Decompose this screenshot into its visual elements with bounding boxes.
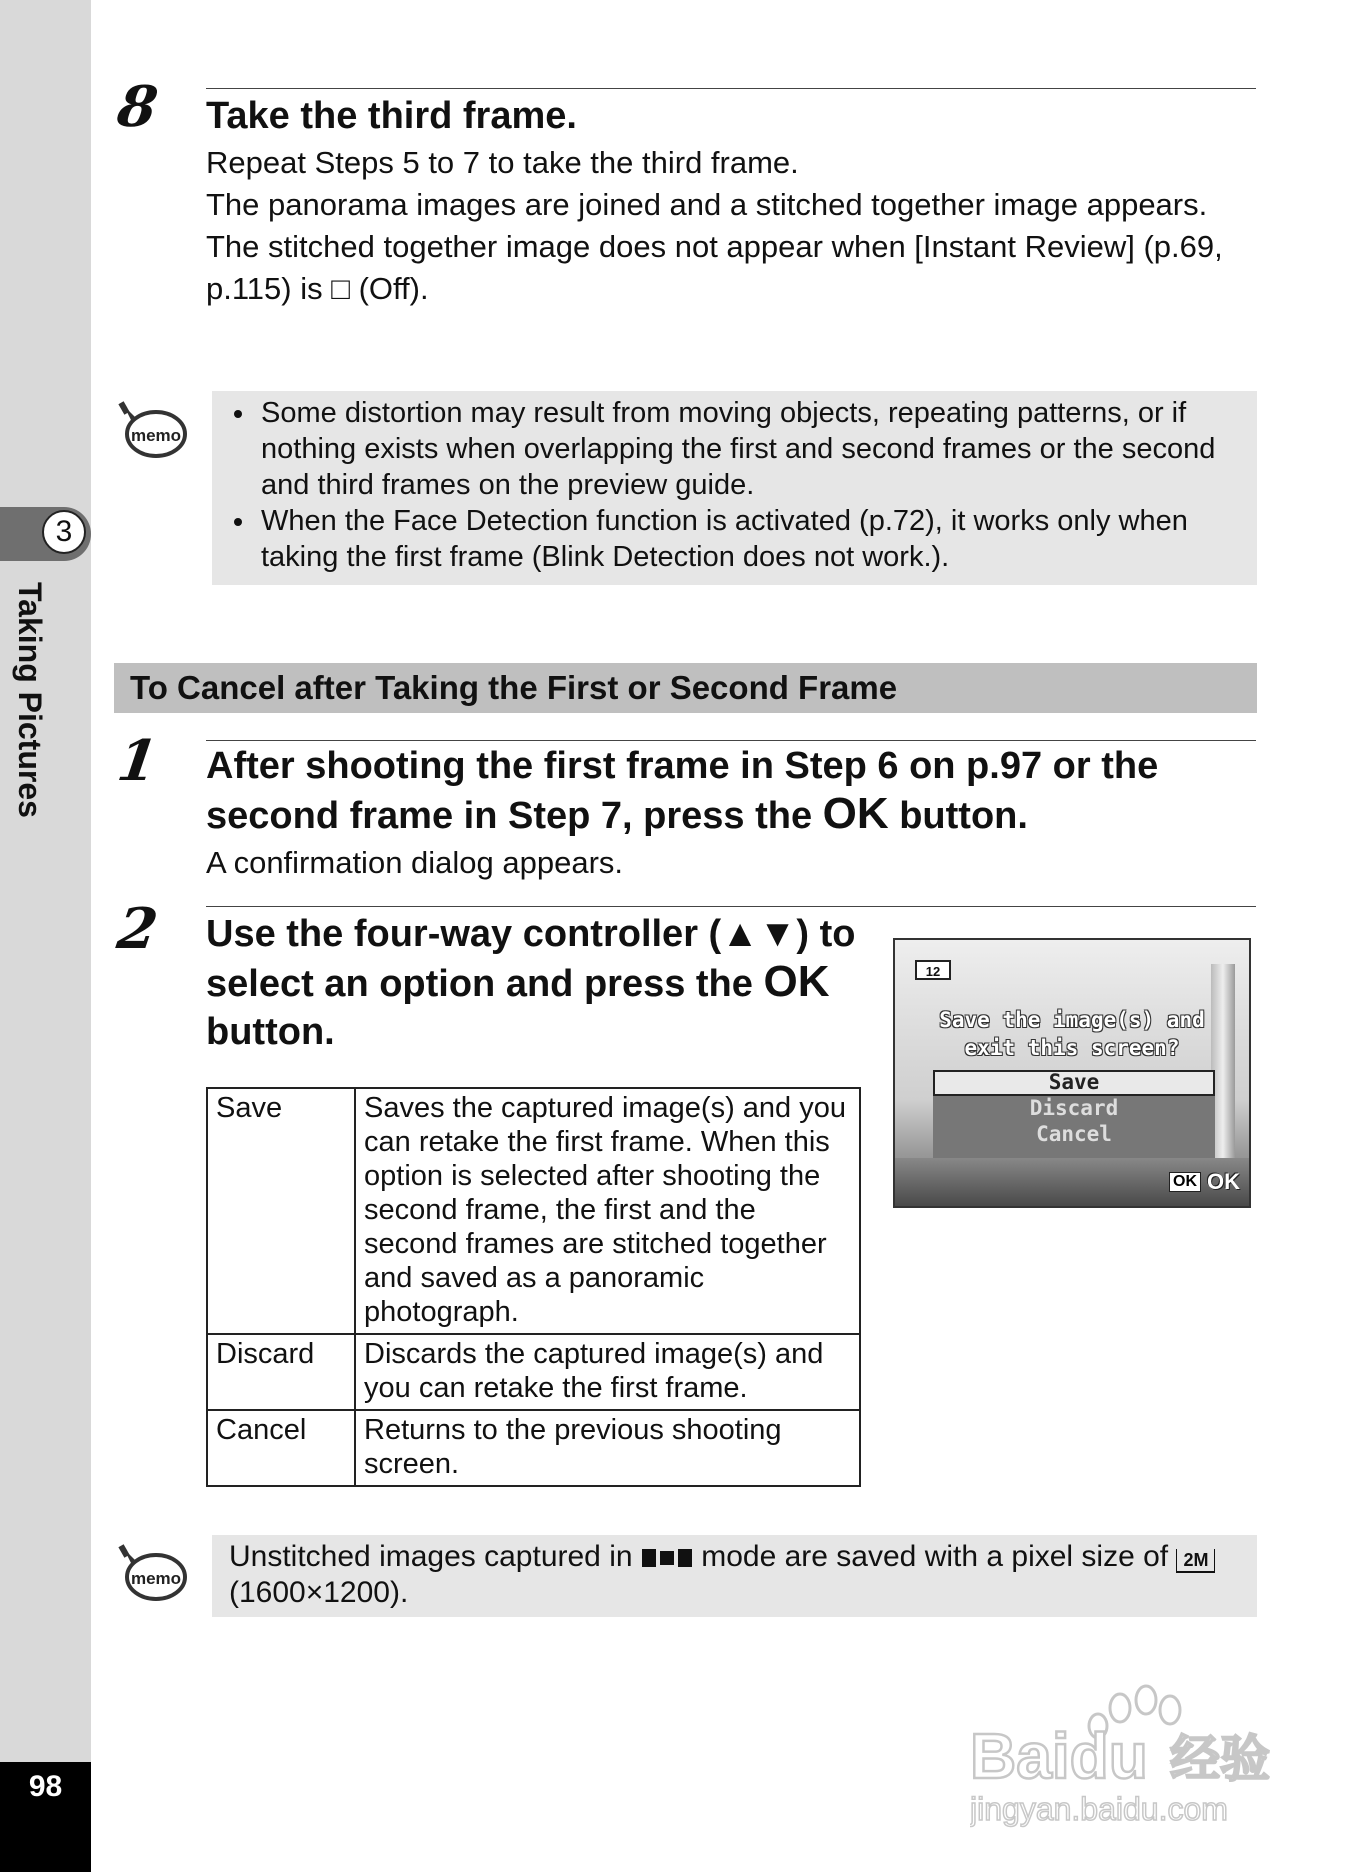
baidu-watermark <box>970 1668 1280 1828</box>
ok-button-icon: OK <box>822 789 889 838</box>
step-8-rule <box>206 88 1256 89</box>
step-8-number: 8 <box>113 74 162 140</box>
screen-menu-save[interactable]: Save <box>1048 1070 1100 1094</box>
memo-2-text-c: (1600×1200). <box>229 1576 409 1609</box>
memo-list-1 <box>212 395 1257 575</box>
screen-prompt-line-1: Save the image(s) and <box>939 1008 1205 1032</box>
memo-icon-label: memo <box>130 1569 182 1588</box>
page-number: 98 <box>28 1770 63 1803</box>
memo-icon <box>118 1543 188 1603</box>
step-1-desc: A confirmation dialog appears. <box>206 845 624 880</box>
step-2-rule <box>206 906 1256 907</box>
memo-icon <box>118 400 188 460</box>
table-row <box>207 1410 860 1486</box>
option-key: Cancel <box>207 1410 355 1486</box>
step-8-line-3b: (Off). <box>349 271 429 306</box>
memo-icon-label: memo <box>130 426 182 445</box>
options-table <box>206 1087 861 1487</box>
table-row <box>207 1334 860 1410</box>
watermark-brand: Baidu <box>970 1720 1148 1792</box>
step-2-title <box>206 910 866 1056</box>
camera-screen <box>893 938 1251 1208</box>
option-desc: Discards the captured image(s) and you can retake the first frame. <box>355 1334 860 1410</box>
memo-box-2 <box>212 1535 1257 1617</box>
step-8-title: Take the third frame. <box>206 95 577 137</box>
ok-button-icon: OK <box>763 957 830 1006</box>
option-key: Save <box>207 1088 355 1334</box>
option-desc: Returns to the previous shooting screen. <box>355 1410 860 1486</box>
table-row <box>207 1088 860 1334</box>
pixel-size-2m-icon: 2M <box>1176 1549 1215 1573</box>
step-1-title <box>206 742 1256 840</box>
screen-menu-cancel[interactable]: Cancel <box>1036 1122 1112 1146</box>
chapter-sidebar <box>0 0 91 1872</box>
step-1-number: 1 <box>113 728 162 794</box>
memo-bullet-1: • Some distortion may result from moving objects, repeating patterns, or if nothing exists when overlapping the first and second frames or the second and third frames on the preview guide. <box>257 395 1257 503</box>
off-symbol-icon: □ <box>331 271 350 306</box>
screen-menu-discard[interactable]: Discard <box>1029 1096 1119 1120</box>
step-1-rule <box>206 740 1256 741</box>
watermark-url: jingyan.baidu.com <box>970 1791 1228 1827</box>
step-8-line-3 <box>206 226 1256 310</box>
frame-count-icon: 12 <box>915 960 951 980</box>
option-key: Discard <box>207 1334 355 1410</box>
step-8-line-3a: The stitched together image does not appear when [Instant Review] (p.69, p.115) is <box>206 229 1223 306</box>
section-heading: To Cancel after Taking the First or Second Frame <box>114 663 1257 713</box>
step-8-line-2: The panorama images are joined and a stitched together image appears. <box>206 187 1208 222</box>
screen-ok-icon: OK <box>1169 1172 1201 1192</box>
step-1-title-a: After shooting the first frame in Step 6 on p.97 or the second frame in Step 7, press the <box>206 745 1159 837</box>
screen-prompt-line-2: exit this screen? <box>964 1036 1180 1060</box>
memo-box-1 <box>212 391 1257 585</box>
memo-bullet-2: • When the Face Detection function is activated (p.72), it works only when taking the first frame (Blink Detection does not work.). <box>257 503 1257 575</box>
step-2-number: 2 <box>113 896 162 962</box>
option-desc: Saves the captured image(s) and you can retake the first frame. When this option is selected after shooting the second frame, the first and the second frames are stitched together and saved as a panoramic photograph. <box>355 1088 860 1334</box>
step-8-body <box>206 142 1256 310</box>
panorama-mode-icon <box>641 1546 693 1570</box>
watermark-chinese: 经验 <box>1170 1730 1270 1788</box>
step-2-title-a: Use the four-way controller (▲▼) to select an option and press the <box>206 913 856 1005</box>
step-1-title-b: button. <box>888 795 1028 837</box>
screen-ok-label: OK <box>1207 1169 1240 1194</box>
memo-2-text-b: mode are saved with a pixel size of <box>692 1540 1177 1573</box>
chapter-number: 3 <box>42 510 86 554</box>
step-2-title-b: button. <box>206 1011 335 1053</box>
chapter-title: Taking Pictures <box>12 582 48 818</box>
step-8-line-1: Repeat Steps 5 to 7 to take the third frame. <box>206 145 799 180</box>
memo-2-text-a: Unstitched images captured in <box>229 1540 641 1573</box>
